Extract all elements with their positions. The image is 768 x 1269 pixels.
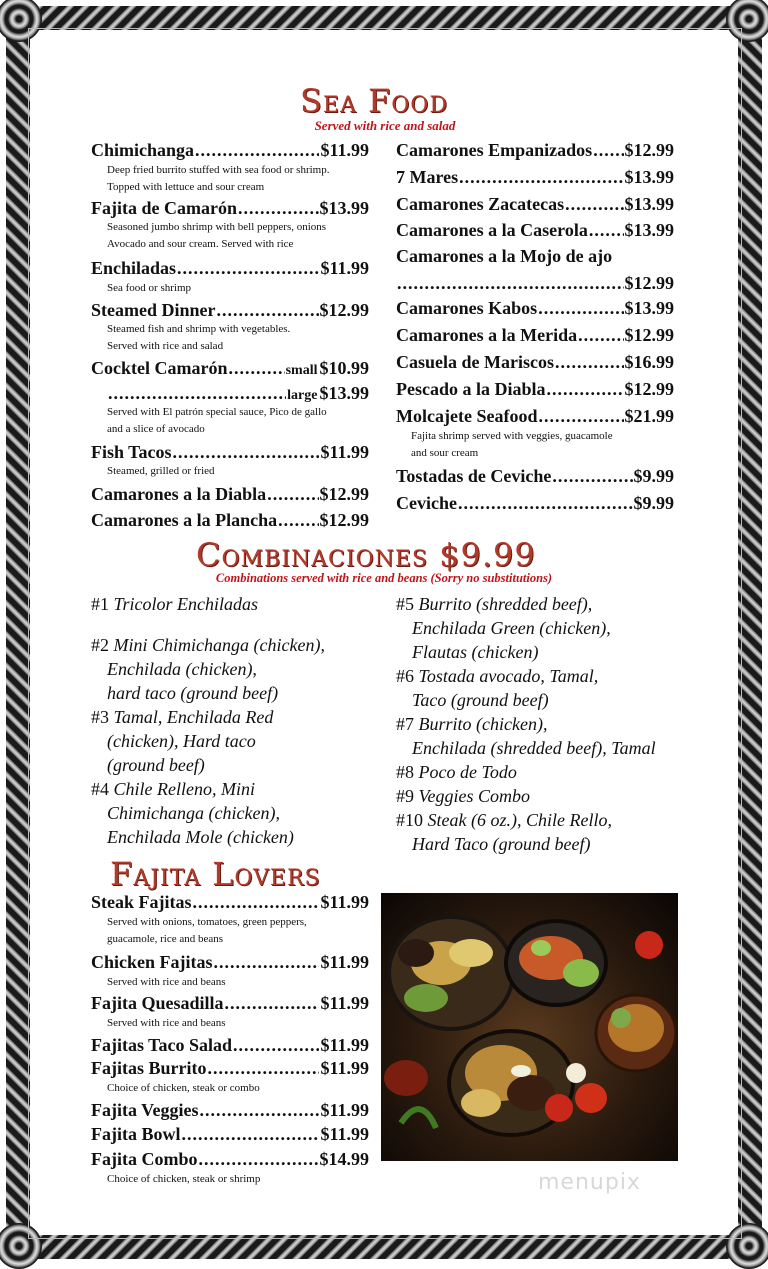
combo-text: Chile Relleno, Mini <box>113 779 255 799</box>
menu-item-price: $12.99 <box>319 484 369 504</box>
menu-item-price: $13.99 <box>624 194 674 214</box>
combo-item <box>91 705 273 777</box>
menu-item-price: $11.99 <box>320 1100 369 1120</box>
menu-item <box>396 379 674 400</box>
combo-text: hard taco (ground beef) <box>107 683 279 703</box>
menu-item-price: $12.99 <box>624 325 674 345</box>
menu-item-description: and a slice of avocado <box>107 423 205 435</box>
menu-item-price: $14.99 <box>319 1149 369 1169</box>
menu-item-description: guacamole, rice and beans <box>107 933 224 945</box>
leader-dots <box>593 140 623 161</box>
menu-item-name: Fish Tacos <box>91 442 172 462</box>
leader-dots <box>397 273 624 294</box>
menu-item-price: $13.99 <box>319 383 369 403</box>
menu-item <box>396 246 612 267</box>
menu-item-description: Choice of chicken, steak or shrimp <box>107 1173 261 1185</box>
menu-item-name: Tostadas de Ceviche <box>396 466 552 486</box>
menu-item-description: Choice of chicken, steak or combo <box>107 1082 260 1094</box>
menu-item <box>396 493 674 514</box>
menu-item-name: Fajitas Burrito <box>91 1058 207 1078</box>
combo-text: Enchilada Green (chicken), <box>412 618 611 638</box>
combo-item <box>396 808 612 856</box>
menu-item <box>91 952 369 973</box>
combo-text: Chimichanga (chicken), <box>107 803 280 823</box>
menu-item-name: Fajita de Camarón <box>91 198 237 218</box>
combo-line <box>91 657 325 681</box>
leader-dots <box>278 510 318 531</box>
combo-line <box>91 825 294 849</box>
combo-text: Mini Chimichanga (chicken), <box>113 635 325 655</box>
leader-dots <box>555 352 624 373</box>
menu-item-name: Cocktel Camarón <box>91 358 228 378</box>
combo-number: #4 <box>91 779 109 799</box>
menu-item-description: Fajita shrimp served with veggies, guacamole <box>411 430 613 442</box>
menu-item-name: Camarones Empanizados <box>396 140 593 160</box>
combo-text: Enchilada Mole (chicken) <box>107 827 294 847</box>
menu-item-name: Molcajete Seafood <box>396 406 538 426</box>
combo-number: #5 <box>396 594 414 614</box>
combo-number: #8 <box>396 762 414 782</box>
combo-number: #6 <box>396 666 414 686</box>
combo-item <box>91 592 258 616</box>
menu-item-price: $11.99 <box>320 1035 369 1055</box>
menu-item-name: Camarones Zacatecas <box>396 194 565 214</box>
menu-item-name: Pescado a la Diabla <box>396 379 546 399</box>
combo-text: Taco (ground beef) <box>412 690 549 710</box>
menu-item-name: 7 Mares <box>396 167 459 187</box>
menu-item <box>396 325 674 346</box>
combo-line <box>396 712 656 736</box>
combo-line <box>396 592 611 616</box>
leader-dots <box>108 383 286 404</box>
combo-line <box>396 640 611 664</box>
menu-item-price: $12.99 <box>319 510 369 530</box>
menu-item-name: Camarones a la Merida <box>396 325 578 345</box>
combo-text: (ground beef) <box>107 755 205 775</box>
menu-item-name: Camarones Kabos <box>396 298 538 318</box>
combo-text: Steak (6 oz.), Chile Rello, <box>427 810 612 830</box>
combo-line <box>91 777 294 801</box>
combo-line <box>396 832 612 856</box>
combo-line <box>91 633 325 657</box>
food-photo-illustration <box>381 893 678 1161</box>
leader-dots <box>538 406 623 427</box>
menu-item-price: $9.99 <box>633 466 674 486</box>
combo-text: Hard Taco (ground beef) <box>412 834 591 854</box>
combo-line <box>396 760 517 784</box>
menu-item-price: $12.99 <box>624 273 674 293</box>
sea-food-subtitle: Served with rice and salad <box>314 118 456 133</box>
combo-line <box>396 688 598 712</box>
menu-item-name: Fajita Combo <box>91 1149 198 1169</box>
menu-item-price: $21.99 <box>624 406 674 426</box>
menu-item <box>91 1058 369 1079</box>
leader-dots <box>589 220 624 241</box>
combo-text: Tostada avocado, Tamal, <box>418 666 599 686</box>
leader-dots <box>217 300 319 321</box>
menu-item <box>91 258 369 279</box>
menu-item-description: Served with onions, tomatoes, green peppers, <box>107 916 307 928</box>
combo-text: Veggies Combo <box>418 786 530 806</box>
menu-item-name: Fajitas Taco Salad <box>91 1035 233 1055</box>
leader-dots <box>233 1035 319 1056</box>
menu-item-price: $13.99 <box>624 298 674 318</box>
menu-item-name: Camarones a la Plancha <box>91 510 278 530</box>
combo-item <box>91 633 325 705</box>
menu-item-name: Camarones a la Caserola <box>396 220 588 240</box>
menu-item-name: Camarones a la Diabla <box>91 484 267 504</box>
menu-item-price: $10.99 <box>319 358 369 378</box>
menu-item <box>91 892 369 913</box>
combo-item <box>396 592 611 664</box>
leader-dots <box>193 892 320 913</box>
menu-item-price: $13.99 <box>624 167 674 187</box>
combo-text: Flautas (chicken) <box>412 642 539 662</box>
combo-number: #1 <box>91 594 109 614</box>
menu-item <box>396 298 674 319</box>
leader-dots <box>565 194 623 215</box>
menu-item-description: Served with El patrón special sauce, Pico de gallo <box>107 406 327 418</box>
menu-item <box>91 358 369 379</box>
combo-text: Poco de Todo <box>418 762 517 782</box>
combo-number: #3 <box>91 707 109 727</box>
menu-item-description: Served with rice and beans <box>107 1017 226 1029</box>
menu-item <box>396 352 674 373</box>
menu-item-price: $11.99 <box>320 993 369 1013</box>
combo-text: Tricolor Enchiladas <box>113 594 259 614</box>
menu-item-name: Fajita Quesadilla <box>91 993 224 1013</box>
combo-text: Enchilada (shredded beef), Tamal <box>412 738 656 758</box>
menu-item <box>91 993 369 1014</box>
menu-item <box>396 167 674 188</box>
combo-line <box>396 664 598 688</box>
menu-item-name: Steamed Dinner <box>91 300 216 320</box>
leader-dots <box>200 1100 320 1121</box>
leader-dots <box>195 140 319 161</box>
menu-item-name: Ceviche <box>396 493 457 513</box>
menu-item-price-line <box>396 273 674 294</box>
combo-line <box>396 736 656 760</box>
menu-item <box>91 300 369 321</box>
food-photo <box>381 893 678 1161</box>
menu-item-name: Camarones a la Mojo de ajo <box>396 246 613 266</box>
leader-dots <box>214 952 320 973</box>
leader-dots <box>182 1124 320 1145</box>
leader-dots <box>207 1058 319 1079</box>
combo-text: Burrito (chicken), <box>418 714 548 734</box>
combo-line <box>396 616 611 640</box>
menu-item <box>396 466 674 487</box>
combo-item <box>396 760 517 784</box>
leader-dots <box>538 298 623 319</box>
menu-item-name: Enchiladas <box>91 258 177 278</box>
combo-item <box>396 664 598 712</box>
menu-item-description: Deep fried burrito stuffed with sea food or shrimp. <box>107 164 330 176</box>
menu-item-description: and sour cream <box>411 447 479 459</box>
combo-line <box>91 729 273 753</box>
leader-dots <box>228 358 284 379</box>
menu-item-price: $11.99 <box>320 1124 369 1144</box>
watermark: menupix <box>538 1170 641 1195</box>
combo-text: (chicken), Hard taco <box>107 731 256 751</box>
menu-item <box>91 1035 369 1056</box>
menu-item-price: $9.99 <box>633 493 674 513</box>
menu-item-price: $13.99 <box>319 198 369 218</box>
menu-item <box>396 406 674 427</box>
rope-border-left <box>6 0 30 1265</box>
menu-item-description: Served with rice and salad <box>107 340 224 352</box>
menu-item-name: Chimichanga <box>91 140 195 160</box>
size-label: small <box>285 363 318 378</box>
combo-number: #9 <box>396 786 414 806</box>
menu-item-name: Steak Fajitas <box>91 892 192 912</box>
leader-dots <box>459 167 623 188</box>
leader-dots <box>173 442 320 463</box>
menu-item-description: Steamed, grilled or fried <box>107 465 215 477</box>
combo-line <box>396 784 530 808</box>
menu-item <box>91 484 369 505</box>
menu-item-price: $13.99 <box>624 220 674 240</box>
leader-dots <box>238 198 319 219</box>
menu-item <box>396 220 674 241</box>
menu-item-price: $11.99 <box>320 892 369 912</box>
leader-dots <box>225 993 320 1014</box>
menu-item-name: Fajita Veggies <box>91 1100 199 1120</box>
combo-line <box>91 681 325 705</box>
menu-item-price: $12.99 <box>624 140 674 160</box>
rope-border-top <box>0 6 768 30</box>
combo-number: #2 <box>91 635 109 655</box>
menu-item-description: Sea food or shrimp <box>107 282 192 294</box>
menu-item <box>396 140 674 161</box>
combo-line <box>91 705 273 729</box>
menu-item <box>91 1149 369 1170</box>
menu-item-price: $11.99 <box>320 952 369 972</box>
menu-item-price: $16.99 <box>624 352 674 372</box>
menu-item-description: Steamed fish and shrimp with vegetables. <box>107 323 291 335</box>
menu-item-price: $11.99 <box>320 258 369 278</box>
combo-text: Burrito (shredded beef), <box>418 594 593 614</box>
menu-item <box>91 510 369 531</box>
size-label: large <box>287 388 318 403</box>
menu-item-price: $11.99 <box>320 140 369 160</box>
fajita-lovers-title: Fajita Lovers <box>110 855 321 893</box>
leader-dots <box>547 379 624 400</box>
combo-number: #10 <box>396 810 423 830</box>
combo-item <box>396 784 530 808</box>
leader-dots <box>458 493 633 514</box>
menu-item-name: Fajita Bowl <box>91 1124 181 1144</box>
menu-item-description: Topped with lettuce and sour cream <box>107 181 265 193</box>
menu-item <box>91 140 369 161</box>
menu-item-price: $11.99 <box>320 442 369 462</box>
combo-text: Tamal, Enchilada Red <box>113 707 274 727</box>
leader-dots <box>578 325 623 346</box>
combo-line <box>396 808 612 832</box>
menu-item <box>91 442 369 463</box>
menu-item <box>91 198 369 219</box>
menu-item-name: Casuela de Mariscos <box>396 352 554 372</box>
menu-item-large-line <box>107 383 369 404</box>
leader-dots <box>199 1149 319 1170</box>
combo-text: Enchilada (chicken), <box>107 659 257 679</box>
menu-item-name: Chicken Fajitas <box>91 952 213 972</box>
menu-item <box>396 194 674 215</box>
combo-item <box>396 712 656 760</box>
menu-item-description: Avocado and sour cream. Served with rice <box>107 238 294 250</box>
sea-food-title: Sea Food <box>300 82 448 120</box>
menu-item-description: Seasoned jumbo shrimp with bell peppers, onions <box>107 221 327 233</box>
combo-line <box>91 801 294 825</box>
menu-item-price: $12.99 <box>319 300 369 320</box>
leader-dots <box>177 258 319 279</box>
combinaciones-title: Combinaciones $9.99 <box>196 536 536 574</box>
combo-number: #7 <box>396 714 414 734</box>
menu-item-description: Served with rice and beans <box>107 976 226 988</box>
combo-item <box>91 777 294 849</box>
leader-dots <box>552 466 632 487</box>
menu-item-price: $11.99 <box>320 1058 369 1078</box>
combinaciones-subtitle: Combinations served with rice and beans (Sorry no substitutions) <box>215 571 553 585</box>
menu-item <box>91 1100 369 1121</box>
combo-line <box>91 753 273 777</box>
menu-item <box>91 1124 369 1145</box>
combo-line <box>91 592 258 616</box>
leader-dots <box>267 484 318 505</box>
menu-item-price: $12.99 <box>624 379 674 399</box>
